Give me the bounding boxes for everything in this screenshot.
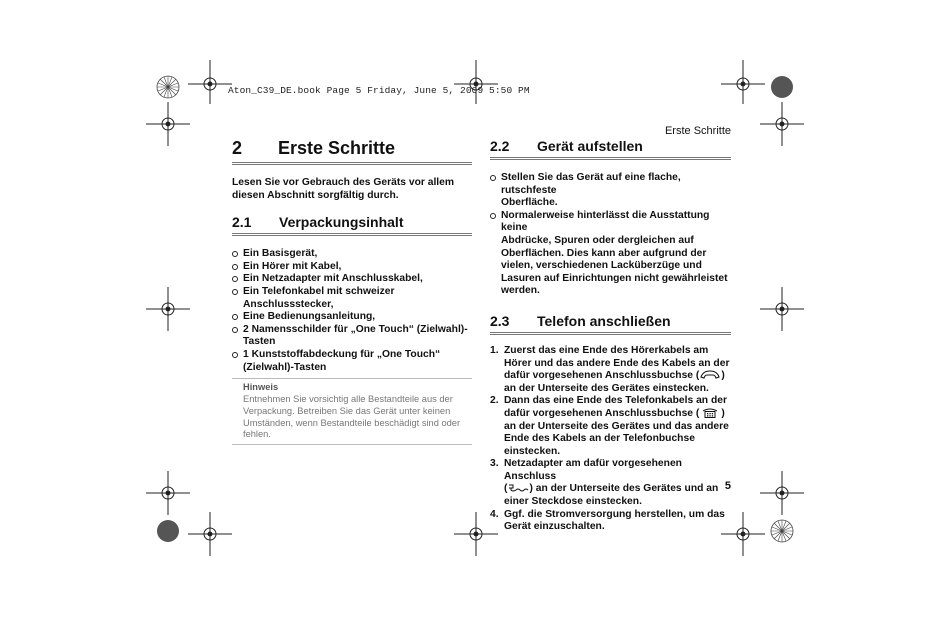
list-item: Normalerweise hinterlässt die Ausstattung keine Abdrücke, Spuren oder dergleichen auf Oberflächen. Dies kann aber aufgrund der vielen, verschiedenen Lacküberzüge und Lasuren auf Einrichtungen nicht gewährleistet werden. [490,210,731,298]
note-line: fehlen. [243,429,271,440]
connection-steps [490,345,731,534]
note-line: Entnehmen Sie vorsichtig alle Bestandteile aus der [243,393,453,404]
running-head: Erste Schritte [664,125,731,137]
page-number: 5 [724,480,731,492]
list-item: 1 Kunststoffabdeckung für „One Touch“ (Zielwahl)-Tasten [232,349,472,374]
step-item: 3. Netzadapter am dafür vorgesehenen Anschluss ( ) an der Unterseite des Gerätes und an einer Steckdose einstecken. [490,458,719,508]
step-item: 2. Dann das eine Ende des Telefonkabels an der dafür vorgesehenen Anschlussbuchse ( ) an der Unterseite des Gerätes und das andere Ende des Kabels an der Telefonbuchse einstecken. [490,395,729,457]
left-column [232,138,472,445]
intro-line: diesen Abschnitt sorgfältig durch. [232,189,399,201]
section-number: 2.2 [490,138,510,154]
list-item: Eine Bedienungsanleitung, [232,311,472,324]
list-item: Ein Netzadapter mit Anschlusskabel, [232,273,472,286]
setup-list [490,172,731,298]
list-item: Ein Telefonkabel mit schweizer Anschlussstecker, [232,286,472,311]
step-item: 4. Ggf. die Stromversorgung herstellen, um das Gerät einzuschalten. [490,508,725,533]
chapter-number: 2 [232,138,243,158]
section-title: Verpackungsinhalt [279,214,404,231]
list-item: Stellen Sie das Gerät auf eine flache, rutschfeste Oberfläche. [490,172,731,210]
note-title: Hinweis [243,382,279,393]
section-heading-2-1 [232,214,472,236]
handset-jack-icon [699,370,721,380]
section-title: Telefon anschließen [537,312,671,329]
section-number: 2.1 [232,214,252,231]
chapter-intro [232,177,472,202]
step-item: 1. Zuerst das eine Ende des Hörerkabels am Hörer und das andere Ende des Kabels an der dafür vorgesehenen Anschlussbuchse ( ) an der Unterseite des Gerätes einstecken. [490,344,730,394]
section-heading-2-2 [490,138,731,160]
book-slug-line: Aton_C39_DE.book Page 5 Friday, June 5, 2009 5:50 PM [228,85,530,96]
section-number: 2.3 [490,312,510,329]
right-column [490,138,731,534]
note-line: Verpackung. Betreiben Sie das Gerät unter keinen [243,405,451,416]
telephone-line-jack-icon [699,408,721,418]
package-contents-list [232,248,472,374]
chapter-title: Erste Schritte [278,138,396,158]
note-line: Umständen, wenn Bestandteile beschädigt sind oder [243,417,461,428]
chapter-heading [232,138,472,165]
intro-line: Lesen Sie vor Gebrauch des Geräts vor allem [232,177,455,188]
note-box [232,378,472,445]
section-heading-2-3 [490,313,731,335]
list-item: 2 Namensschilder für „One Touch“ (Zielwahl)- Tasten [232,324,472,349]
section-title: Gerät aufstellen [537,138,643,154]
list-item: Ein Basisgerät, [232,248,472,261]
list-item: Ein Hörer mit Kabel, [232,261,472,274]
power-adapter-jack-icon [507,483,529,493]
